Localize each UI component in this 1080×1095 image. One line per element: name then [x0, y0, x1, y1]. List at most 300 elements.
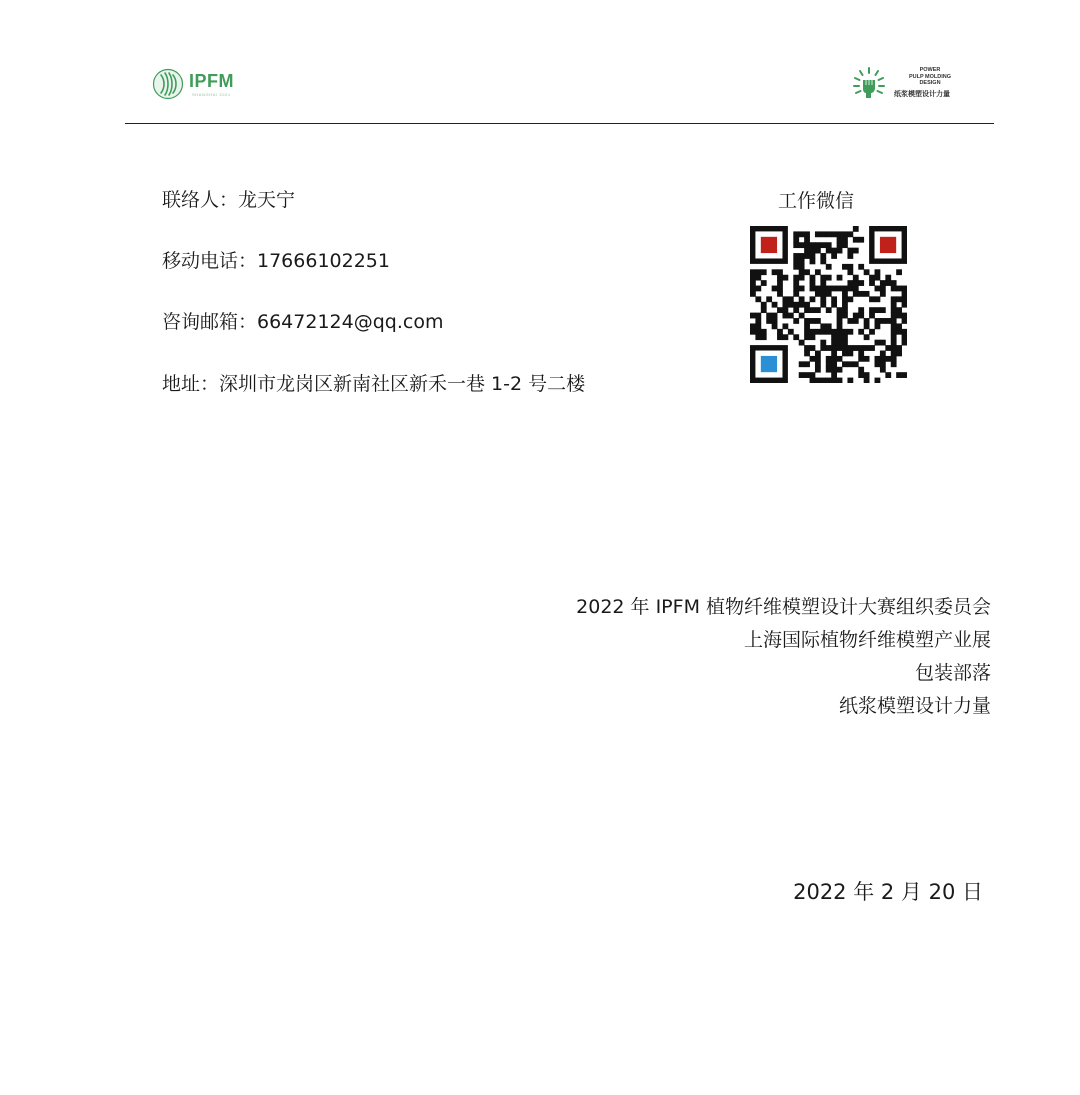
qr-module: [820, 378, 826, 383]
qr-module: [799, 361, 805, 367]
qr-module: [815, 378, 821, 383]
qr-module: [880, 318, 886, 324]
qr-module: [875, 378, 881, 383]
qr-module: [869, 307, 875, 313]
qr-module: [755, 313, 761, 319]
qr-module: [810, 334, 816, 340]
ipfm-brand-text: IPFM: [189, 71, 234, 91]
qr-module: [761, 334, 767, 340]
qr-module: [831, 367, 837, 373]
qr-module: [761, 269, 767, 275]
qr-module: [837, 307, 843, 313]
power-pulp-molding-en: [890, 67, 970, 87]
qr-module: [847, 231, 853, 237]
qr-module: [831, 296, 837, 302]
qr-module: [842, 264, 848, 270]
qr-module: [782, 275, 788, 281]
qr-module: [875, 318, 881, 324]
qr-module: [810, 329, 816, 335]
qr-module: [750, 313, 756, 319]
qr-module: [793, 291, 799, 297]
qr-module: [815, 351, 821, 357]
qr-module: [820, 286, 826, 292]
qr-module: [853, 291, 859, 297]
qr-module: [896, 269, 902, 275]
qr-module: [885, 345, 891, 351]
qr-module: [842, 237, 848, 243]
qr-module: [831, 302, 837, 308]
qr-module: [842, 345, 848, 351]
qr-module: [831, 351, 837, 357]
qr-module: [847, 253, 853, 259]
qr-module: [880, 286, 886, 292]
qr-module: [793, 307, 799, 313]
qr-module: [853, 286, 859, 292]
qr-module: [864, 323, 870, 329]
organizer-line: 包装部落: [914, 662, 991, 684]
qr-module: [837, 323, 843, 329]
qr-module: [875, 296, 881, 302]
qr-module: [804, 248, 810, 254]
qr-module: [820, 296, 826, 302]
qr-module: [875, 269, 881, 275]
qr-module: [826, 291, 832, 297]
qr-module: [766, 313, 772, 319]
qr-module: [793, 258, 799, 264]
qr-module: [820, 242, 826, 248]
qr-module: [864, 372, 870, 378]
qr-module: [891, 296, 897, 302]
qr-module: [815, 286, 821, 292]
qr-module: [810, 372, 816, 378]
qr-module: [815, 367, 821, 373]
qr-module: [750, 323, 756, 329]
qr-module: [885, 280, 891, 286]
qr-module: [804, 307, 810, 313]
contact-address: 地址：深圳市龙岗区新南社区新禾一巷 1-2 号二楼: [162, 373, 586, 395]
qr-module: [891, 361, 897, 367]
qr-module: [858, 291, 864, 297]
qr-module: [755, 286, 761, 292]
qr-module: [842, 329, 848, 335]
qr-module: [793, 318, 799, 324]
qr-module: [777, 286, 783, 292]
qr-module: [831, 340, 837, 346]
qr-finder-center: [761, 237, 777, 253]
qr-module: [875, 361, 881, 367]
qr-module: [880, 361, 886, 367]
qr-module: [755, 323, 761, 329]
qr-module: [891, 351, 897, 357]
qr-module: [826, 345, 832, 351]
qr-module: [820, 280, 826, 286]
qr-module: [826, 356, 832, 362]
qr-module: [847, 296, 853, 302]
ipfm-leaf-icon: [152, 68, 184, 100]
qr-module: [853, 361, 859, 367]
header-divider: [125, 123, 994, 124]
qr-module: [804, 345, 810, 351]
qr-module: [842, 307, 848, 313]
qr-module: [869, 275, 875, 281]
qr-module: [820, 253, 826, 259]
qr-module: [875, 307, 881, 313]
qr-module: [755, 334, 761, 340]
qr-module: [782, 307, 788, 313]
qr-module: [891, 302, 897, 308]
qr-module: [842, 242, 848, 248]
qr-module: [820, 258, 826, 264]
qr-module: [750, 286, 756, 292]
qr-finder-center: [880, 237, 896, 253]
qr-module: [793, 237, 799, 243]
qr-module: [858, 280, 864, 286]
qr-module: [799, 269, 805, 275]
qr-module: [815, 329, 821, 335]
qr-module: [853, 318, 859, 324]
qr-module: [869, 296, 875, 302]
qr-module: [842, 361, 848, 367]
qr-module: [804, 253, 810, 259]
qr-module: [772, 269, 778, 275]
qr-module: [831, 253, 837, 259]
qr-module: [858, 237, 864, 243]
qr-module: [891, 280, 897, 286]
qr-module: [799, 302, 805, 308]
qr-module: [885, 318, 891, 324]
qr-module: [858, 329, 864, 335]
qr-module: [853, 345, 859, 351]
qr-module: [815, 318, 821, 324]
ipfm-sub-text: SHANGHAI 2021: [192, 92, 231, 97]
qr-module: [777, 291, 783, 297]
qr-module: [858, 367, 864, 373]
qr-module: [772, 286, 778, 292]
qr-module: [820, 291, 826, 297]
qr-module: [826, 378, 832, 383]
qr-module: [837, 356, 843, 362]
qr-module: [826, 275, 832, 281]
qr-module: [815, 269, 821, 275]
qr-module: [847, 318, 853, 324]
qr-module: [858, 264, 864, 270]
qr-module: [847, 264, 853, 270]
qr-module: [804, 231, 810, 237]
qr-module: [793, 275, 799, 281]
qr-module: [902, 334, 907, 340]
qr-module: [799, 286, 805, 292]
qr-module: [772, 318, 778, 324]
qr-module: [891, 340, 897, 346]
qr-module: [875, 356, 881, 362]
qr-module: [750, 269, 756, 275]
qr-module: [755, 275, 761, 281]
qr-module: [826, 286, 832, 292]
qr-module: [761, 307, 767, 313]
qr-module: [804, 351, 810, 357]
qr-module: [810, 242, 816, 248]
qr-module: [810, 280, 816, 286]
qr-module: [831, 356, 837, 362]
qr-module: [847, 286, 853, 292]
qr-module: [837, 237, 843, 243]
qr-module: [891, 334, 897, 340]
qr-module: [896, 351, 902, 357]
qr-module: [837, 248, 843, 254]
qr-module: [826, 248, 832, 254]
qr-caption: 工作微信: [778, 190, 855, 212]
qr-module: [902, 313, 907, 319]
qr-module: [842, 296, 848, 302]
qr-module: [880, 367, 886, 373]
qr-module: [842, 351, 848, 357]
pulp-fist-icon: [852, 66, 886, 100]
qr-module: [810, 345, 816, 351]
qr-module: [815, 291, 821, 297]
qr-module: [810, 356, 816, 362]
qr-module: [842, 313, 848, 319]
qr-module: [777, 334, 783, 340]
qr-module: [810, 248, 816, 254]
qr-module: [885, 356, 891, 362]
qr-module: [782, 323, 788, 329]
qr-module: [772, 323, 778, 329]
qr-module: [810, 275, 816, 281]
qr-module: [869, 280, 875, 286]
qr-module: [875, 275, 881, 281]
qr-module: [826, 264, 832, 270]
contact-email: 咨询邮箱：66472124@qq.com: [162, 311, 444, 333]
qr-module: [826, 307, 832, 313]
qr-module: [788, 329, 794, 335]
qr-module: [755, 269, 761, 275]
qr-module: [902, 318, 907, 324]
qr-module: [799, 313, 805, 319]
qr-module: [820, 231, 826, 237]
qr-module: [750, 275, 756, 281]
qr-module: [853, 226, 859, 232]
qr-module: [896, 313, 902, 319]
qr-module: [891, 307, 897, 313]
qr-module: [891, 318, 897, 324]
qr-module: [837, 334, 843, 340]
qr-module: [793, 253, 799, 259]
qr-module: [810, 296, 816, 302]
qr-module: [880, 307, 886, 313]
qr-module: [847, 269, 853, 275]
qr-module: [864, 345, 870, 351]
qr-module: [793, 334, 799, 340]
qr-module: [777, 280, 783, 286]
qr-module: [815, 231, 821, 237]
ipfm-logo: [152, 66, 252, 104]
qr-module: [896, 329, 902, 335]
qr-module: [847, 345, 853, 351]
qr-module: [793, 242, 799, 248]
qr-module: [815, 356, 821, 362]
qr-module: [847, 280, 853, 286]
qr-module: [826, 361, 832, 367]
organizer-line: 纸浆模塑设计力量: [838, 695, 991, 717]
qr-module: [831, 329, 837, 335]
qr-module: [804, 269, 810, 275]
qr-module: [853, 275, 859, 281]
contact-phone: 移动电话：17666102251: [162, 250, 390, 272]
qr-module: [837, 378, 843, 383]
qr-module: [815, 361, 821, 367]
qr-module: [858, 351, 864, 357]
qr-module: [761, 329, 767, 335]
qr-module: [826, 231, 832, 237]
qr-module: [853, 280, 859, 286]
qr-module: [837, 242, 843, 248]
qr-module: [853, 313, 859, 319]
qr-module: [782, 296, 788, 302]
qr-module: [837, 313, 843, 319]
qr-module: [858, 313, 864, 319]
qr-module: [891, 286, 897, 292]
qr-module: [837, 367, 843, 373]
qr-module: [864, 334, 870, 340]
qr-module: [761, 302, 767, 308]
qr-module: [902, 340, 907, 346]
qr-module: [804, 323, 810, 329]
qr-module: [777, 329, 783, 335]
qr-module: [804, 372, 810, 378]
qr-module: [858, 356, 864, 362]
qr-module: [788, 302, 794, 308]
power-pulp-molding-cn: 纸浆模塑设计力量: [894, 90, 950, 98]
qr-module: [782, 313, 788, 319]
logo-en-line1: POWER: [919, 67, 941, 73]
qr-module: [831, 334, 837, 340]
qr-module: [842, 286, 848, 292]
qr-module: [804, 318, 810, 324]
qr-module: [842, 340, 848, 346]
qr-module: [804, 242, 810, 248]
qr-module: [804, 302, 810, 308]
qr-finder-center: [761, 356, 777, 372]
qr-module: [793, 264, 799, 270]
qr-module: [847, 361, 853, 367]
qr-module: [891, 329, 897, 335]
qr-module: [804, 361, 810, 367]
qr-module: [891, 345, 897, 351]
qr-module: [869, 313, 875, 319]
qr-module: [864, 318, 870, 324]
qr-module: [837, 231, 843, 237]
qr-module: [885, 275, 891, 281]
qr-module: [777, 307, 783, 313]
qr-module: [864, 269, 870, 275]
power-pulp-molding-logo: [852, 64, 972, 104]
qr-module: [864, 356, 870, 362]
qr-module: [869, 329, 875, 335]
wechat-qr-code-icon: [750, 226, 907, 383]
qr-module: [820, 275, 826, 281]
qr-module: [750, 291, 756, 297]
qr-module: [799, 242, 805, 248]
qr-module: [782, 302, 788, 308]
qr-module: [799, 372, 805, 378]
qr-module: [766, 296, 772, 302]
qr-module: [880, 351, 886, 357]
qr-module: [837, 329, 843, 335]
qr-module: [842, 291, 848, 297]
qr-module: [804, 237, 810, 243]
qr-module: [837, 345, 843, 351]
logo-en-line2: PULP MOLDING: [908, 73, 952, 80]
qr-module: [880, 291, 886, 297]
qr-module: [788, 296, 794, 302]
qr-module: [799, 258, 805, 264]
logo-en-line3: DESIGN: [919, 80, 941, 86]
qr-module: [831, 286, 837, 292]
qr-module: [858, 372, 864, 378]
qr-module: [826, 329, 832, 335]
qr-module: [902, 291, 907, 297]
qr-module: [820, 345, 826, 351]
qr-module: [847, 329, 853, 335]
qr-module: [782, 334, 788, 340]
qr-module: [837, 340, 843, 346]
qr-module: [810, 253, 816, 259]
qr-module: [799, 296, 805, 302]
organizer-line: 2022 年 IPFM 植物纤维模塑设计大赛组织委员会: [576, 596, 991, 618]
document-date: 2022 年 2 月 20 日: [793, 880, 983, 904]
qr-module: [772, 313, 778, 319]
qr-module: [755, 296, 761, 302]
qr-module: [896, 307, 902, 313]
qr-module: [826, 323, 832, 329]
organizer-line: 上海国际植物纤维模塑产业展: [743, 629, 991, 651]
qr-module: [820, 323, 826, 329]
qr-module: [842, 334, 848, 340]
qr-module: [842, 231, 848, 237]
qr-module: [793, 280, 799, 286]
qr-module: [799, 340, 805, 346]
qr-module: [842, 302, 848, 308]
qr-module: [750, 280, 756, 286]
qr-module: [896, 296, 902, 302]
qr-module: [853, 237, 859, 243]
qr-module: [902, 286, 907, 292]
qr-module: [896, 345, 902, 351]
qr-module: [902, 302, 907, 308]
qr-module: [755, 318, 761, 324]
qr-module: [793, 286, 799, 292]
qr-module: [864, 291, 870, 297]
qr-module: [831, 345, 837, 351]
qr-module: [815, 242, 821, 248]
qr-module: [858, 345, 864, 351]
qr-module: [772, 302, 778, 308]
qr-module: [875, 340, 881, 346]
qr-module: [831, 372, 837, 378]
qr-module: [902, 329, 907, 335]
qr-module: [788, 313, 794, 319]
qr-module: [847, 351, 853, 357]
qr-module: [875, 323, 881, 329]
qr-module: [826, 242, 832, 248]
qr-module: [831, 361, 837, 367]
qr-module: [815, 248, 821, 254]
qr-module: [902, 372, 907, 378]
qr-module: [853, 248, 859, 254]
qr-module: [810, 318, 816, 324]
qr-module: [810, 378, 816, 383]
qr-module: [820, 302, 826, 308]
